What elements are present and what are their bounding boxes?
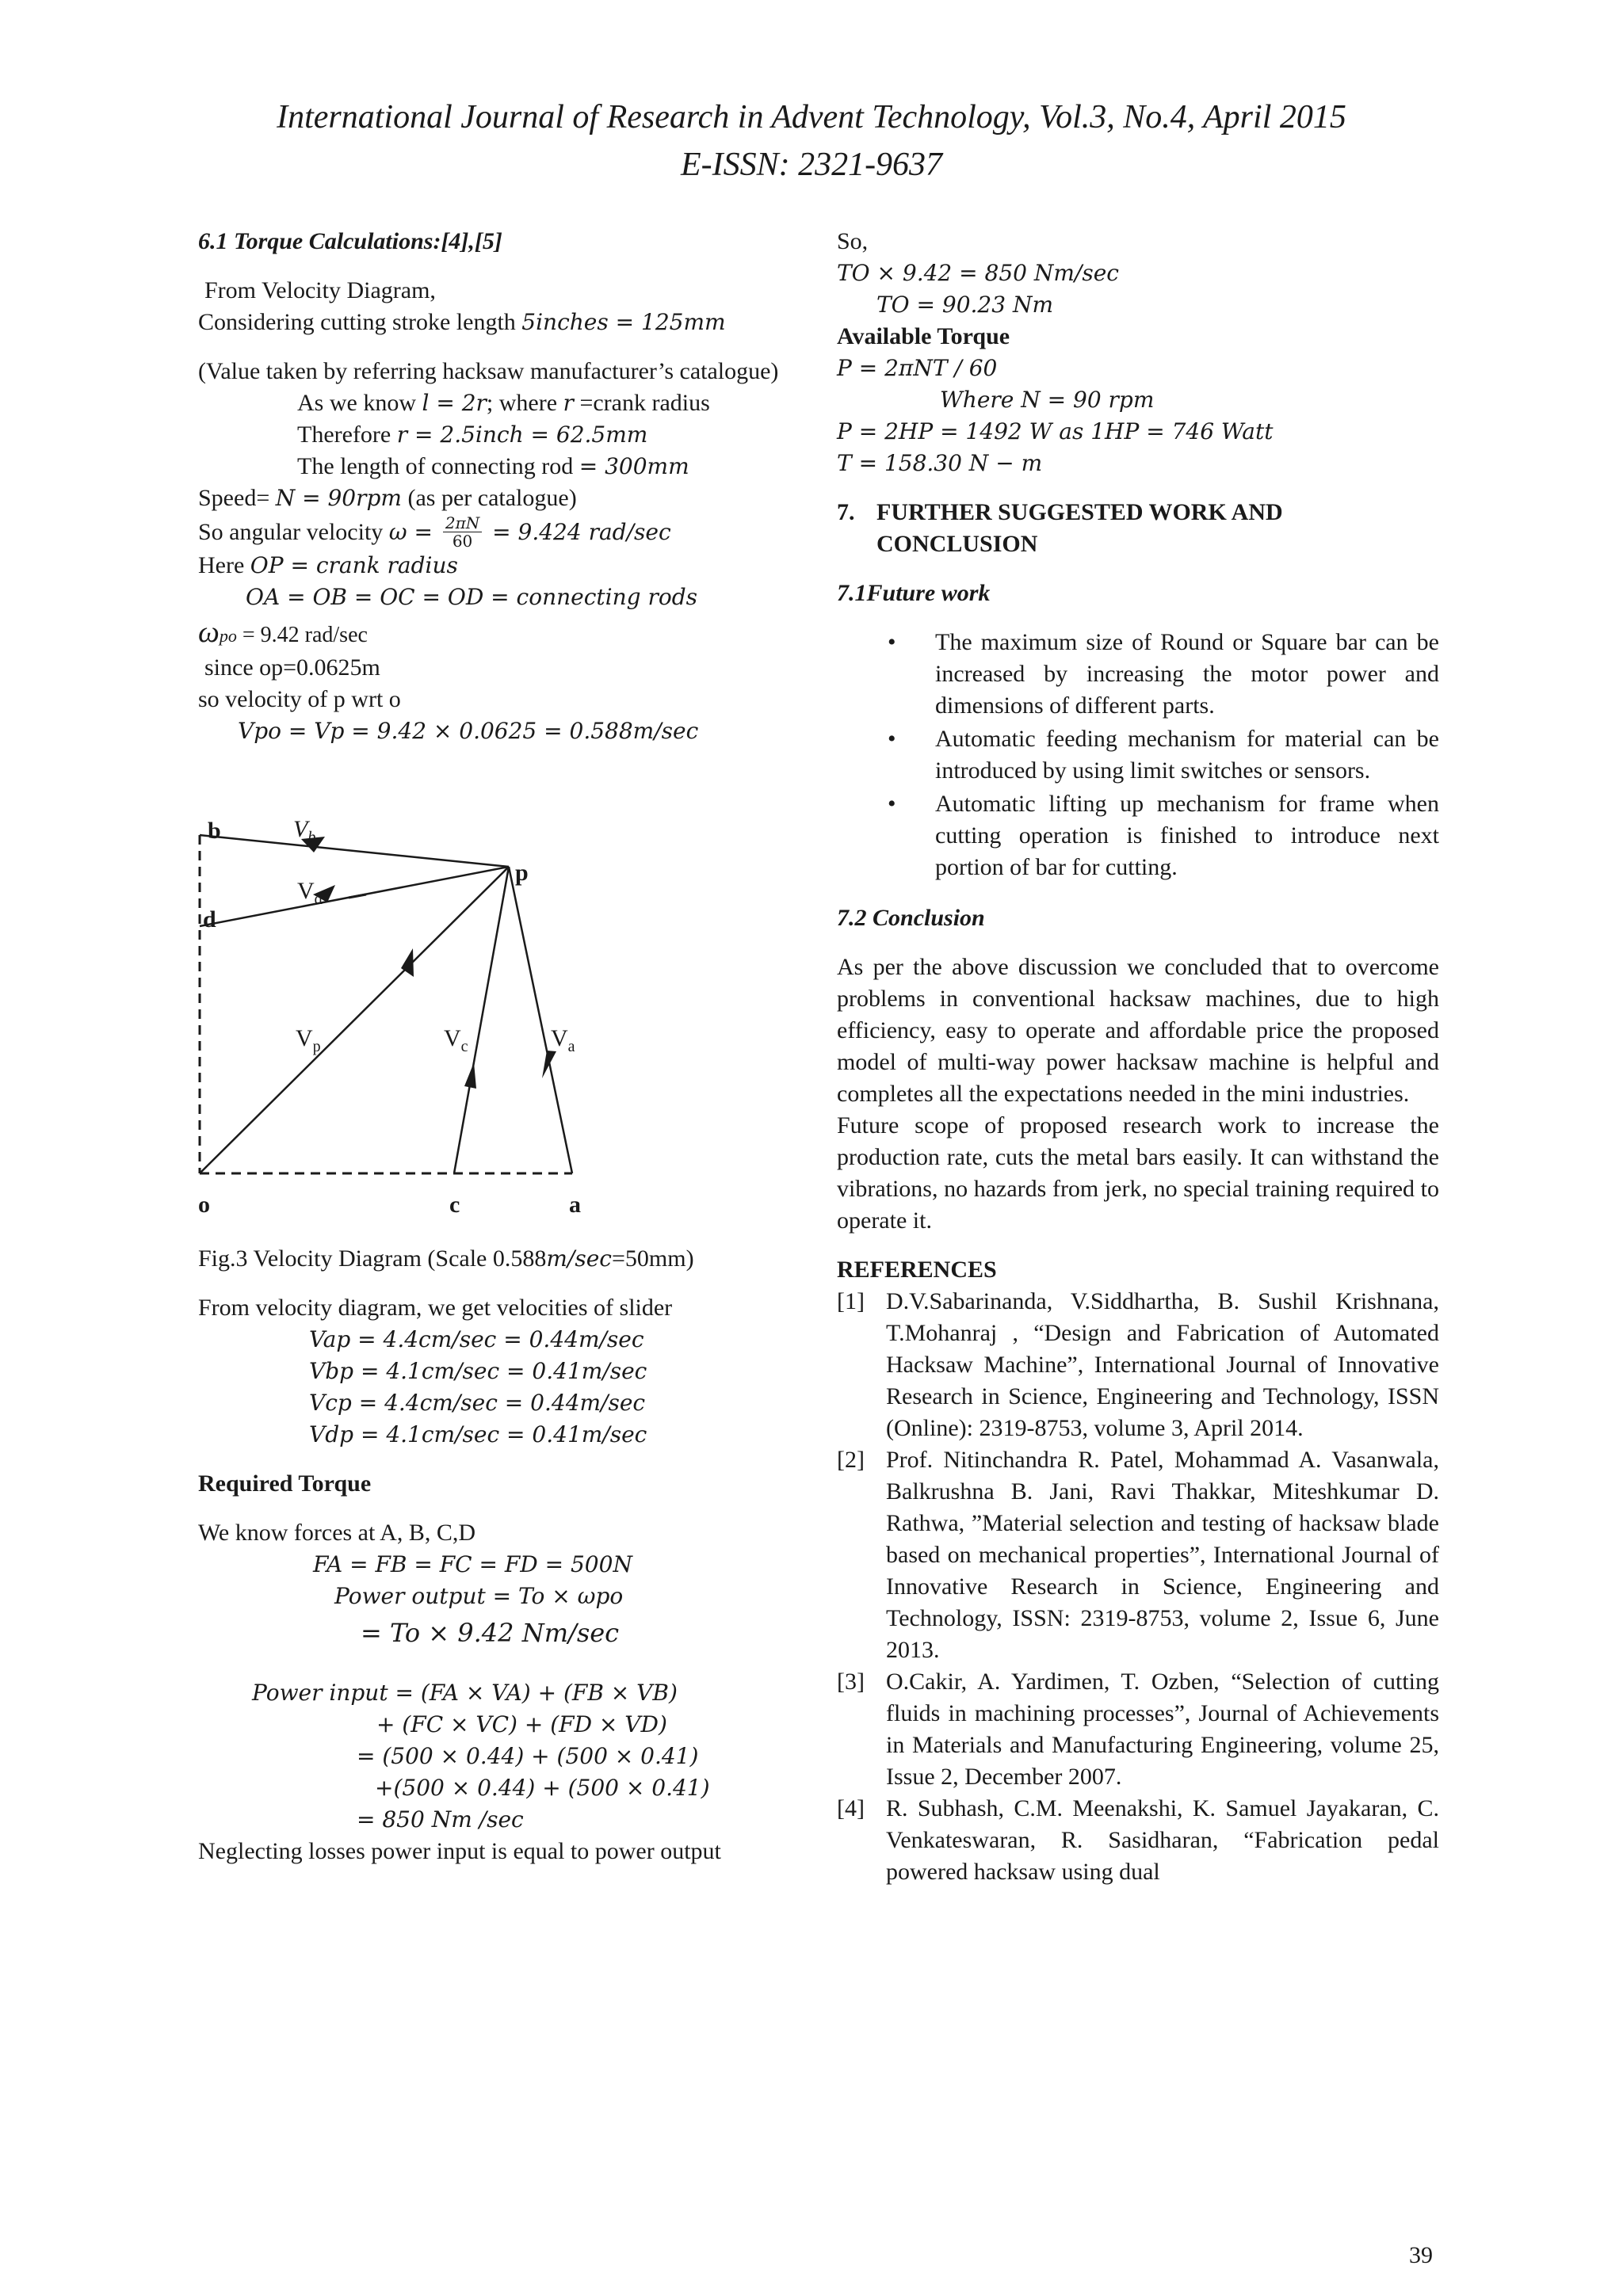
so-text: So, <box>837 228 869 254</box>
therefore-line <box>198 419 800 451</box>
label-p: p <box>515 860 529 886</box>
t-equation: T = 158.30 N − m <box>837 450 1043 476</box>
reference-number: [4] <box>837 1795 865 1821</box>
figure-caption <box>198 1243 800 1275</box>
crank-radius-text: =crank radius <box>573 390 710 416</box>
references-list <box>837 1286 1439 1888</box>
conclusion-paragraph-1: As per the above discussion we concluded that to overcome problems in conventional hacksaw machines, due to high efficiency, easy to operate and affordable price the proposed model of multi-way power hacksaw machine is helpful and completes all the expectations needed in the mini industries. <box>837 954 1439 1107</box>
to-equation-2: TO = 90.23 Nm <box>876 292 1054 318</box>
references-heading: REFERENCES <box>837 1257 997 1283</box>
vap-equation: Vap = 4.4cm/sec = 0.44m/sec <box>309 1326 644 1352</box>
as-we-know-line <box>198 387 800 419</box>
vp-sub: p <box>312 1038 321 1055</box>
label-vd <box>297 875 323 915</box>
caption-scale: =50mm) <box>611 1245 694 1272</box>
so-velocity-text: so velocity of p wrt o <box>198 686 401 712</box>
reference-text: Prof. Nitinchandra R. Patel, Mohammad A. Vasanwala, Balkrushna B. Jani, Ravi Thakkar, Miteshkumar D. Rathwa, ”Material selection and testing of hacksaw blade based on mechanical properties”, International Journal of Innovative Research in Science, Engineering and Technology, ISSN: 2319-8753, volume 2, Issue 6, June 2013. <box>886 1447 1439 1663</box>
velocity-diagram-svg <box>198 776 800 1243</box>
connecting-rods-eq: OA = OB = OC = OD = connecting rods <box>246 584 697 610</box>
line-ap <box>509 867 572 1173</box>
required-torque-heading: Required Torque <box>198 1470 372 1497</box>
vd-tick <box>349 894 366 898</box>
line-bp <box>200 835 509 867</box>
l-equals-2r: l = 2r <box>422 390 487 416</box>
here-line <box>198 550 800 582</box>
speed-line <box>198 482 800 514</box>
reference-text: R. Subhash, C.M. Meenakshi, K. Samuel Jayakaran, C. Venkateswaran, R. Sasidharan, “Fabrication pedal powered hacksaw using dual <box>886 1795 1439 1885</box>
section7-number: 7. <box>837 499 855 525</box>
stroke-math: 5inches = 125mm <box>521 309 726 335</box>
here-text: Here <box>198 552 250 578</box>
journal-title: International Journal of Research in Advent Technology, Vol.3, No.4, April 2015 <box>277 99 1346 135</box>
therefore-text: Therefore <box>297 421 397 448</box>
reference-number: [3] <box>837 1669 865 1695</box>
vd-text: V <box>297 878 315 904</box>
list-item: • Automatic feeding mechanism for material can be introduced by using limit switches or sensors. <box>935 723 1439 787</box>
label-o: o <box>198 1192 210 1218</box>
vc-text: V <box>444 1025 461 1051</box>
angular-text: So angular velocity <box>198 518 389 545</box>
op-crank-radius: OP = crank radius <box>250 552 458 578</box>
conclusion-heading: 7.2 Conclusion <box>837 905 985 931</box>
power-input-1: Power input = (FA × VA) + (FB × VB) <box>252 1680 678 1706</box>
label-d: d <box>203 906 216 933</box>
reference-number: [1] <box>837 1288 865 1314</box>
from-velocity-text: From Velocity Diagram, <box>204 277 436 303</box>
velocity-diagram <box>198 776 800 1243</box>
where-n-equation: Where N = 90 rpm <box>940 387 1155 413</box>
label-vp <box>296 1023 321 1062</box>
power-output-equation-2: = To × 9.42 Nm/sec <box>361 1618 620 1648</box>
as-we-know-text: As we know <box>297 390 422 416</box>
vb-text: V <box>293 816 308 842</box>
reference-text: D.V.Sabarinanda, V.Siddhartha, B. Sushil Krishnana, T.Mohanraj , “Design and Fabrication of Automated Hacksaw Machine”, International Journal of Innovative Research in Science, Engineering and Technology, ISSN (Online): 2319-8753, volume 3, April 2014. <box>886 1288 1439 1441</box>
speed-text: Speed= <box>198 485 276 511</box>
label-c: c <box>449 1192 460 1218</box>
power-output-equation: Power output = To × ωpo <box>334 1583 624 1609</box>
from-diagram-text: From velocity diagram, we get velocities of slider <box>198 1295 673 1321</box>
conn-rod-text: The length of connecting rod <box>297 453 579 479</box>
reference-text: O.Cakir, A. Yardimen, T. Ozben, “Selection of cutting fluids in machining processes”, Journal of Achievements in Materials and Manufacturing Engineering, volume 25, Issue 2, December 2007. <box>886 1669 1439 1790</box>
list-item: • The maximum size of Round or Square bar can be increased by increasing the motor power and dimensions of different parts. <box>935 627 1439 722</box>
power-input-4: +(500 × 0.44) + (500 × 0.41) <box>375 1775 710 1801</box>
left-column <box>198 226 800 1867</box>
r-symbol: r <box>563 390 574 416</box>
r-value: r = 2.5inch = 62.5mm <box>396 421 648 448</box>
reference-item <box>837 1793 1439 1888</box>
reference-item <box>837 1666 1439 1793</box>
where-text: ; where <box>486 390 563 416</box>
conclusion-paragraph-2: Future scope of proposed research work to increase the production rate, cuts the metal bars easily. It can withstand the vibrations, no hazards from jerk, no special training required to operate it. <box>837 1112 1439 1234</box>
vdp-equation: Vdp = 4.1cm/sec = 0.41m/sec <box>309 1421 647 1447</box>
we-know-forces-text: We know forces at A, B, C,D <box>198 1520 476 1546</box>
omega-po-value: = 9.42 rad/sec <box>236 623 368 647</box>
catalogue-note: (Value taken by referring hacksaw manufacturer’s catalogue) <box>198 358 779 384</box>
fraction-denominator: 60 <box>452 532 473 551</box>
section-heading-torque: 6.1 Torque Calculations:[4],[5] <box>198 228 502 254</box>
reference-number: [2] <box>837 1447 865 1473</box>
future-work-heading: 7.1Future work <box>837 580 991 606</box>
section7-title: FURTHER SUGGESTED WORK AND CONCLUSION <box>876 499 1283 557</box>
power-input-2: + (FC × VC) + (FD × VD) <box>376 1711 667 1737</box>
power-input-5: = 850 Nm /sec <box>357 1806 524 1833</box>
angular-fraction <box>443 514 482 550</box>
omega-symbol: ω = <box>388 518 440 545</box>
arrow-vc <box>464 1062 476 1089</box>
reference-item <box>837 1286 1439 1444</box>
va-sub: a <box>567 1038 575 1055</box>
fraction-numerator: 2πN <box>443 514 482 532</box>
vpo-equation: Vpo = Vp = 9.42 × 0.0625 = 0.588m/sec <box>238 718 699 744</box>
since-op-text: since op=0.0625m <box>204 654 380 681</box>
journal-issn: E-ISSN: 2321-9637 <box>680 147 943 183</box>
vcp-equation: Vcp = 4.4cm/sec = 0.44m/sec <box>309 1390 646 1416</box>
label-va <box>551 1023 575 1062</box>
neglecting-text: Neglecting losses power input is equal to power output <box>198 1838 721 1864</box>
section7-heading <box>837 497 1439 560</box>
angular-value: = 9.424 rad/sec <box>485 518 671 545</box>
vbp-equation: Vbp = 4.1cm/sec = 0.41m/sec <box>309 1358 647 1384</box>
right-column <box>837 226 1439 1888</box>
conn-rod-value: = 300mm <box>579 453 689 479</box>
p-equation: P = 2πNT / 60 <box>837 355 998 381</box>
va-text: V <box>551 1025 568 1051</box>
vd-sub: d <box>314 891 323 908</box>
stroke-length-line <box>198 307 800 338</box>
speed-note: (as per catalogue) <box>401 485 577 511</box>
list-item: • Automatic lifting up mechanism for frame when cutting operation is finished to introduce next portion of bar for cutting. <box>935 788 1439 883</box>
label-vb <box>293 814 315 853</box>
connecting-rod-line <box>198 451 800 482</box>
p-hp-equation: P = 2HP = 1492 W as 1HP = 746 Watt <box>837 418 1274 444</box>
to-equation-1: TO × 9.42 = 850 Nm/sec <box>837 260 1119 286</box>
available-torque-heading: Available Torque <box>837 323 1010 349</box>
caption-text: Fig.3 Velocity Diagram (Scale 0.588 <box>198 1245 547 1272</box>
omega-po-line <box>198 616 800 652</box>
label-b: b <box>208 818 221 844</box>
omega-po-subscript: po <box>219 626 237 646</box>
forces-equation: FA = FB = FC = FD = 500N <box>313 1551 632 1577</box>
power-input-3: = (500 × 0.44) + (500 × 0.41) <box>357 1743 699 1769</box>
reference-item <box>837 1444 1439 1666</box>
vp-text: V <box>296 1025 313 1051</box>
caption-unit: m/sec <box>546 1245 612 1272</box>
omega-po-symbol: ω <box>198 616 220 649</box>
page-number: 39 <box>1409 2242 1433 2268</box>
future-work-list <box>837 627 1439 883</box>
stroke-prefix: Considering cutting stroke length <box>198 309 522 335</box>
label-a: a <box>569 1192 581 1218</box>
vb-sub: b <box>307 829 316 846</box>
speed-value: N = 90rpm <box>275 485 402 511</box>
label-vc <box>444 1023 468 1062</box>
vc-sub: c <box>460 1038 468 1055</box>
angular-velocity-line <box>198 514 800 550</box>
